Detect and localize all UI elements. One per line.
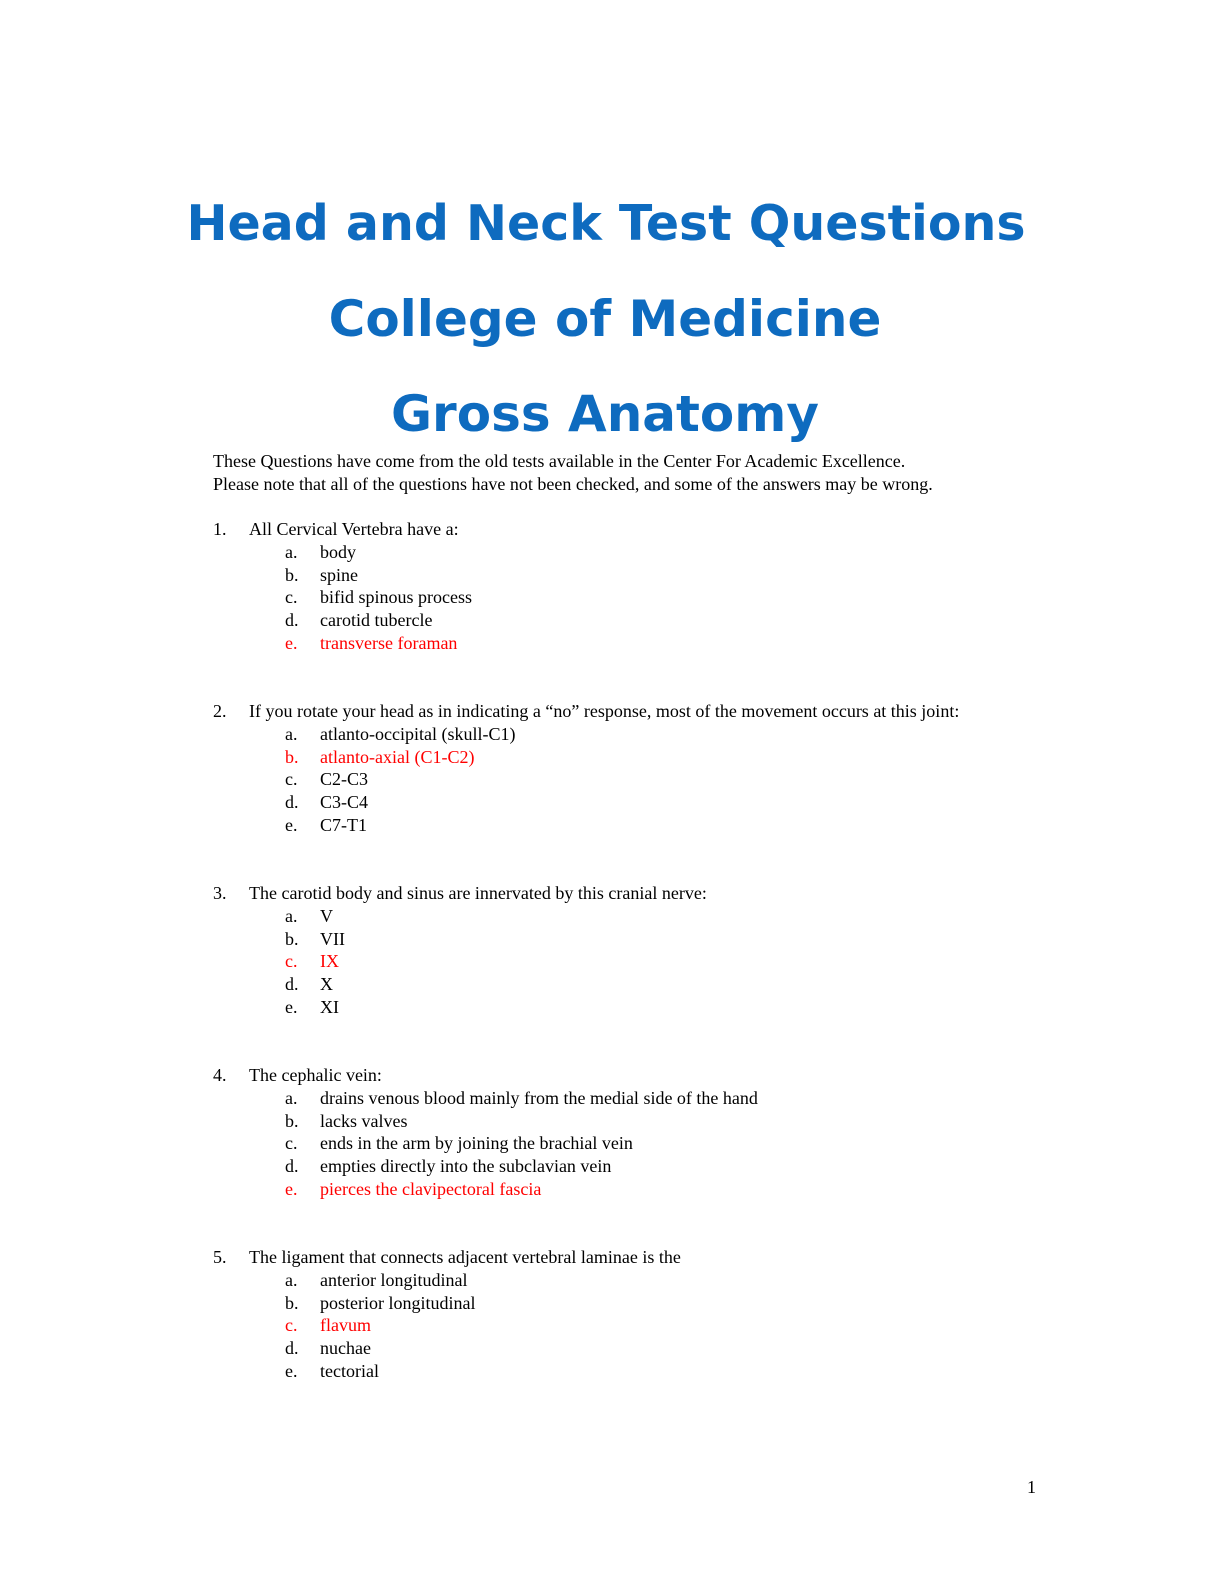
option-text: bifid spinous process — [320, 587, 472, 608]
option-text: empties directly into the subclavian vein — [320, 1156, 612, 1177]
option-letter: b. — [285, 746, 299, 767]
option-text: C3-C4 — [320, 792, 369, 813]
option-text: body — [320, 541, 356, 562]
option-letter: e. — [285, 632, 298, 653]
option-letter: d. — [285, 974, 299, 995]
question-number: 3. — [213, 883, 227, 903]
option-letter: a. — [285, 541, 298, 562]
answer-option — [213, 814, 1073, 837]
option-text: atlanto-axial (C1-C2) — [320, 746, 475, 767]
answer-option — [213, 950, 1073, 973]
answer-option — [213, 768, 1073, 791]
answer-option — [213, 1337, 1073, 1360]
answer-option — [213, 723, 1073, 746]
option-letter: b. — [285, 928, 299, 949]
answer-option — [213, 1132, 1073, 1155]
option-text: anterior longitudinal — [320, 1269, 468, 1290]
question-text: If you rotate your head as in indicating a “no” response, most of the movement occurs at this joint: — [249, 701, 960, 721]
question-stem — [213, 700, 1073, 723]
option-text: X — [320, 974, 333, 995]
intro-note — [213, 450, 1033, 496]
option-letter: c. — [285, 951, 298, 972]
answer-option — [213, 541, 1073, 564]
question-1 — [213, 518, 1073, 655]
answer-option — [213, 1314, 1073, 1337]
answer-option — [213, 609, 1073, 632]
option-letter: c. — [285, 1315, 298, 1336]
option-text: VII — [320, 928, 345, 949]
option-text: IX — [320, 951, 339, 972]
option-letter: d. — [285, 1338, 299, 1359]
option-text: carotid tubercle — [320, 610, 433, 631]
answer-option — [213, 973, 1073, 996]
option-letter: b. — [285, 1110, 299, 1131]
page-number: 1 — [1027, 1477, 1036, 1497]
option-text: drains venous blood mainly from the medial side of the hand — [320, 1087, 758, 1108]
answer-option — [213, 1360, 1073, 1383]
question-2 — [213, 700, 1073, 837]
option-letter: e. — [285, 1360, 298, 1381]
option-letter: d. — [285, 792, 299, 813]
answer-option — [213, 586, 1073, 609]
option-letter: e. — [285, 996, 298, 1017]
question-4 — [213, 1064, 1073, 1201]
question-stem — [213, 518, 1073, 541]
answer-option — [213, 928, 1073, 951]
answer-option — [213, 1087, 1073, 1110]
option-letter: c. — [285, 587, 298, 608]
question-number: 4. — [213, 1065, 227, 1085]
option-letter: d. — [285, 1156, 299, 1177]
option-letter: e. — [285, 1178, 298, 1199]
answer-option — [213, 996, 1073, 1019]
answer-option — [213, 632, 1073, 655]
option-text: spine — [320, 564, 358, 585]
question-stem — [213, 882, 1073, 905]
question-number: 5. — [213, 1247, 227, 1267]
question-text: All Cervical Vertebra have a: — [249, 519, 459, 539]
option-text: V — [320, 905, 333, 926]
option-letter: e. — [285, 814, 298, 835]
option-letter: b. — [285, 1292, 299, 1313]
option-letter: a. — [285, 723, 298, 744]
question-3 — [213, 882, 1073, 1019]
document-title: Head and Neck Test Questions — [186, 195, 1026, 252]
option-text: tectorial — [320, 1360, 379, 1381]
intro-line: Please note that all of the questions have not been checked, and some of the answers may be wrong. — [213, 474, 933, 494]
document-subtitle-course: Gross Anatomy — [391, 385, 819, 443]
option-text: nuchae — [320, 1338, 371, 1359]
question-stem — [213, 1064, 1073, 1087]
question-text: The carotid body and sinus are innervated by this cranial nerve: — [249, 883, 707, 903]
option-letter: d. — [285, 610, 299, 631]
option-text: lacks valves — [320, 1110, 408, 1131]
document-subtitle-college: College of Medicine — [328, 290, 882, 348]
question-number: 2. — [213, 701, 227, 721]
question-text: The ligament that connects adjacent vertebral laminae is the — [249, 1247, 681, 1267]
option-text: transverse foraman — [320, 632, 458, 653]
question-text: The cephalic vein: — [249, 1065, 382, 1085]
answer-option — [213, 1110, 1073, 1133]
question-stem — [213, 1246, 1073, 1269]
answer-option — [213, 791, 1073, 814]
answer-option — [213, 1269, 1073, 1292]
answer-option — [213, 564, 1073, 587]
option-text: ends in the arm by joining the brachial vein — [320, 1133, 633, 1154]
option-text: XI — [320, 996, 339, 1017]
option-text: C2-C3 — [320, 769, 369, 790]
answer-option — [213, 746, 1073, 769]
option-letter: c. — [285, 769, 298, 790]
answer-option — [213, 905, 1073, 928]
option-letter: c. — [285, 1133, 298, 1154]
answer-option — [213, 1292, 1073, 1315]
option-text: posterior longitudinal — [320, 1292, 476, 1313]
option-text: C7-T1 — [320, 814, 367, 835]
option-letter: a. — [285, 1087, 298, 1108]
option-text: atlanto-occipital (skull-C1) — [320, 723, 516, 744]
option-text: flavum — [320, 1315, 371, 1336]
intro-line: These Questions have come from the old tests available in the Center For Academic Excellence. — [213, 451, 906, 471]
option-letter: a. — [285, 1269, 298, 1290]
question-5 — [213, 1246, 1073, 1383]
question-number: 1. — [213, 519, 227, 539]
answer-option — [213, 1155, 1073, 1178]
option-letter: b. — [285, 564, 299, 585]
option-text: pierces the clavipectoral fascia — [320, 1178, 542, 1199]
option-letter: a. — [285, 905, 298, 926]
answer-option — [213, 1178, 1073, 1201]
